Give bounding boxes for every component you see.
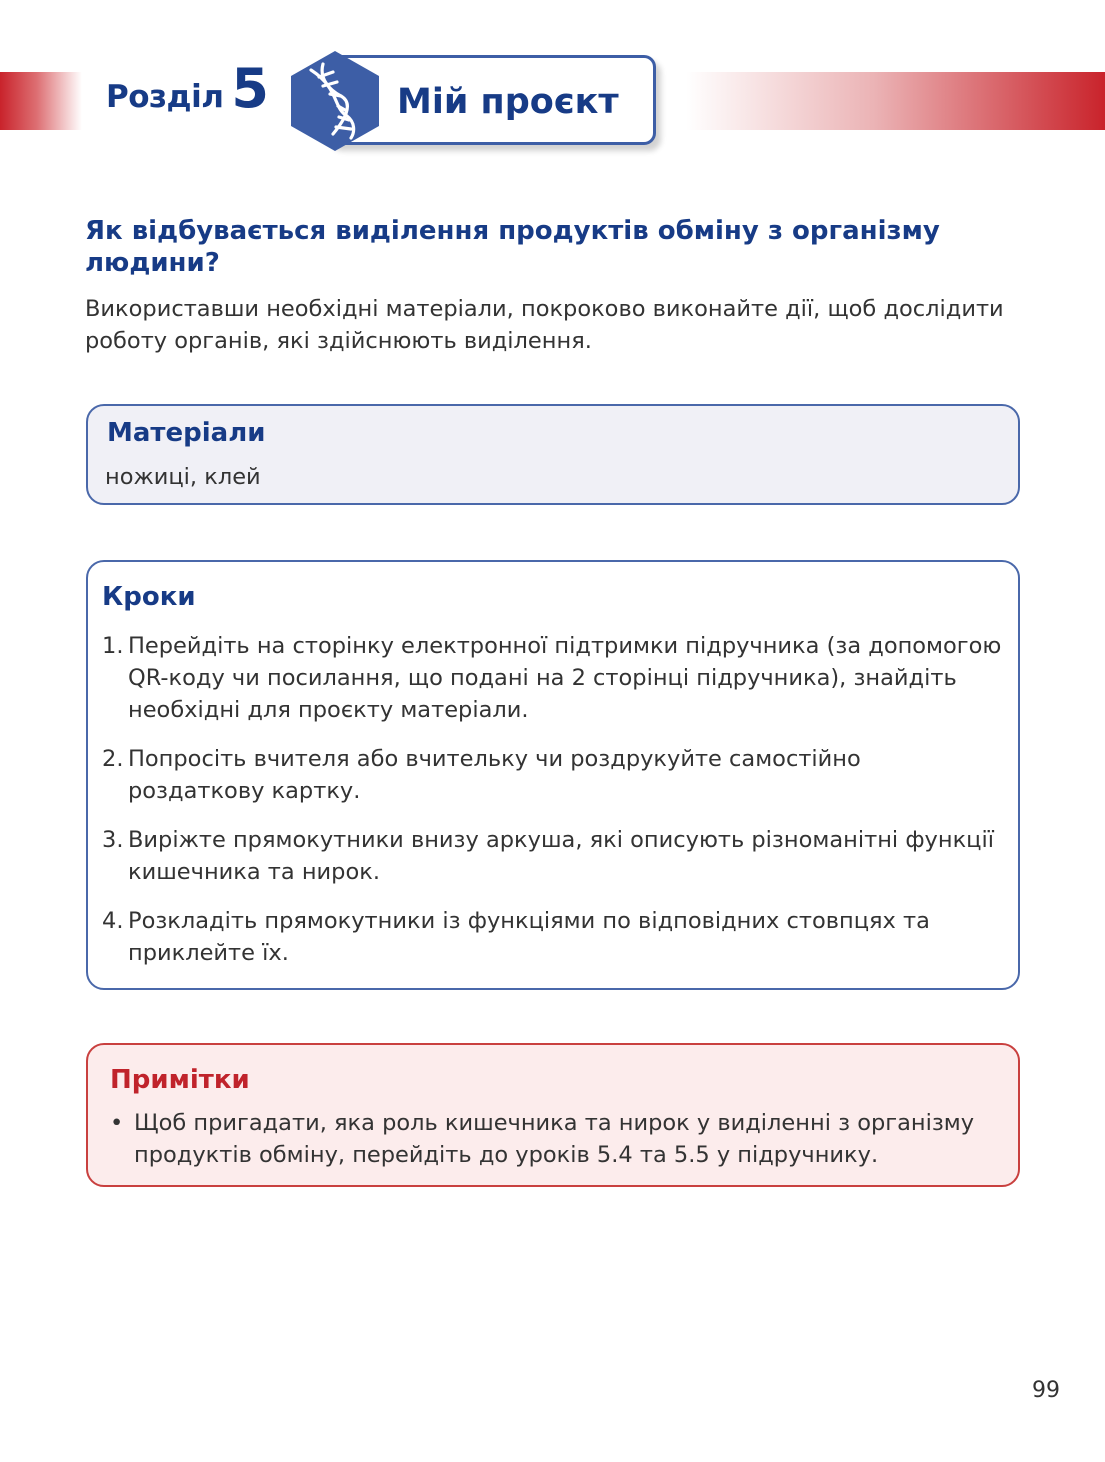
note-item <box>110 1107 990 1171</box>
steps-list <box>102 630 1002 986</box>
steps-title: Кроки <box>102 582 196 612</box>
project-question: Як відбувається виділення продуктів обміну з організму людини? <box>85 216 940 278</box>
chapter-number: 5 <box>231 57 269 120</box>
step-text: Виріжте прямокутники внизу аркуша, які описують різноманітні функції кишечника та нирок. <box>128 827 994 885</box>
step-text: Розкладіть прямокутники із функціями по відповідних стовпцях та приклейте їх. <box>128 908 930 966</box>
chapter-word: Розділ <box>106 79 224 115</box>
header-band-left <box>0 72 82 130</box>
page-title: Мій проєкт <box>397 82 619 122</box>
step-item <box>102 743 1002 807</box>
chapter-label <box>106 57 269 132</box>
step-number: 3. <box>102 827 124 853</box>
step-item <box>102 824 1002 888</box>
bullet-icon: • <box>110 1110 124 1136</box>
step-number: 4. <box>102 908 124 934</box>
notes-box <box>86 1043 1020 1187</box>
header-band-right <box>686 72 1105 130</box>
step-item <box>102 905 1002 969</box>
step-text: Попросіть вчителя або вчительку чи роздрукуйте самостійно роздаткову картку. <box>128 746 861 804</box>
materials-box <box>86 404 1020 505</box>
notes-title: Примітки <box>110 1065 250 1095</box>
steps-box <box>86 560 1020 990</box>
intro-text: Використавши необхідні матеріали, покроково виконайте дії, щоб дослідити роботу органів, які здійснюють виділення. <box>85 296 1004 354</box>
step-number: 1. <box>102 633 124 659</box>
step-text: Перейдіть на сторінку електронної підтримки підручника (за допомогою QR-коду чи посилання, що подані на 2 сторінці підручника), знайдіть необхідні для проєкту матеріали. <box>128 633 1002 723</box>
note-text: Щоб пригадати, яка роль кишечника та нирок у виділенні з організму продуктів обміну, перейдіть до уроків 5.4 та 5.5 у підручнику. <box>134 1110 975 1168</box>
materials-title: Матеріали <box>107 418 266 448</box>
materials-text: ножиці, клей <box>105 464 261 490</box>
page-number: 99 <box>1032 1378 1060 1403</box>
step-number: 2. <box>102 746 124 772</box>
dna-icon <box>289 50 381 152</box>
step-item <box>102 630 1002 726</box>
